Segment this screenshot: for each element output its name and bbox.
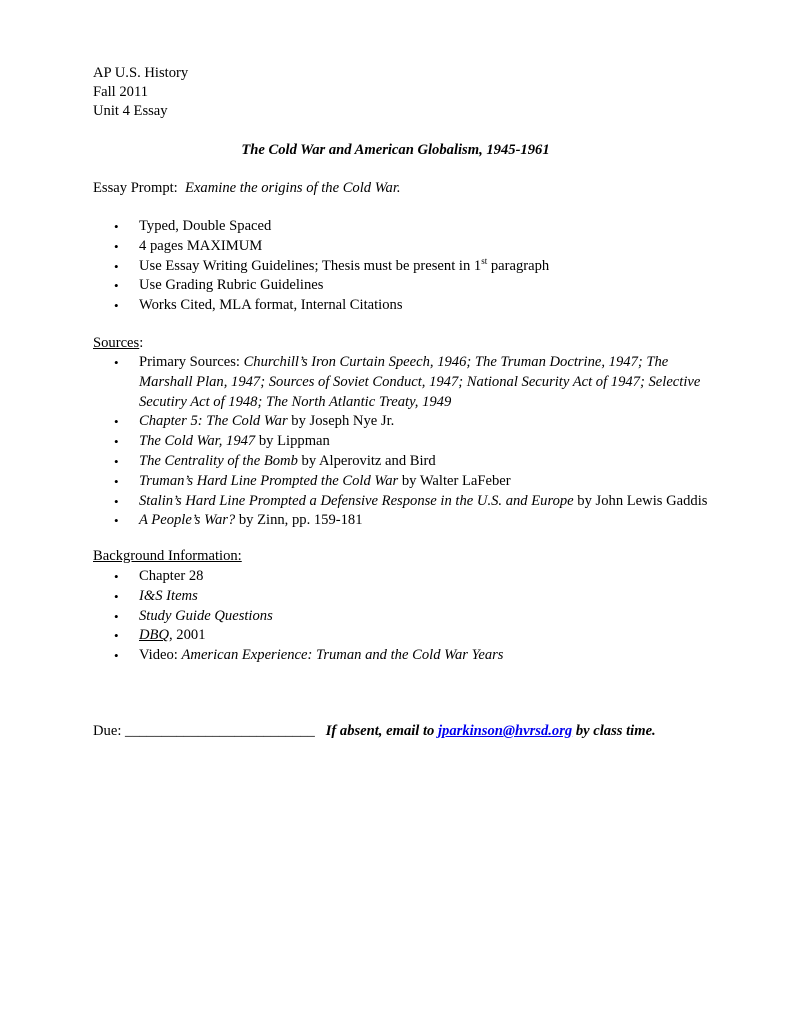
- assignment-name: Unit 4 Essay: [93, 103, 168, 119]
- bullet-icon: •: [114, 569, 119, 584]
- essay-prompt: [93, 179, 401, 197]
- due-line: [93, 722, 656, 740]
- email-link[interactable]: jparkinson@hvrsd.org: [438, 723, 573, 739]
- course-name: AP U.S. History: [93, 65, 189, 81]
- term: Fall 2011: [93, 84, 148, 100]
- bullet-icon: •: [114, 493, 119, 509]
- prompt-label: Essay Prompt:: [93, 180, 178, 196]
- bullet-icon: •: [114, 298, 119, 314]
- bullet-icon: •: [114, 219, 119, 234]
- prompt-text: Examine the origins of the Cold War.: [185, 180, 401, 196]
- list-item: • Video: American Experience: Truman and the Cold War Years: [93, 646, 713, 666]
- list-item: • Chapter 28: [93, 567, 713, 587]
- list-item: • Truman’s Hard Line Prompted the Cold War by Walter LaFeber: [93, 472, 703, 492]
- list-item: • Stalin’s Hard Line Prompted a Defensive Response in the U.S. and Europe by John Lewis Gaddis: [93, 492, 703, 512]
- bullet-icon: •: [114, 414, 119, 430]
- list-item: • DBQ, 2001: [93, 626, 713, 646]
- requirements-list: [93, 217, 713, 316]
- list-item: • The Cold War, 1947 by Lippman: [93, 432, 703, 452]
- absent-note: If absent, email to: [325, 723, 438, 739]
- bullet-icon: •: [114, 513, 119, 529]
- bullet-icon: •: [114, 588, 119, 604]
- due-blank: __________________________: [125, 723, 315, 739]
- list-item: • Works Cited, MLA format, Internal Citations: [93, 296, 713, 316]
- bullet-icon: •: [114, 608, 119, 624]
- bullet-icon: •: [114, 628, 119, 644]
- absent-note-tail: by class time.: [572, 723, 656, 739]
- background-heading: Background Information:: [93, 548, 242, 564]
- bullet-icon: •: [114, 278, 119, 294]
- list-item: • Primary Sources: Churchill’s Iron Curtain Speech, 1946; The Truman Doctrine, 1947; The Marshall Plan, 1947; Sources of Soviet Conduct, 1947; National Security Act of 1947; Selective Secutiry Act of 1948; The North Atlantic Treaty, 1949: [114, 354, 701, 410]
- list-item: • I&S Items: [93, 587, 713, 607]
- sources-list: [93, 353, 708, 531]
- list-item: • Use Essay Writing Guidelines; Thesis must be present in 1st paragraph: [93, 257, 713, 277]
- bullet-icon: •: [114, 238, 119, 254]
- bullet-icon: •: [114, 355, 119, 370]
- list-item: • 4 pages MAXIMUM: [93, 237, 713, 257]
- list-item: • The Centrality of the Bomb by Alperovitz and Bird: [93, 452, 703, 472]
- list-item: • A People’s War? by Zinn, pp. 159-181: [93, 511, 703, 531]
- sources-heading: Sources:: [93, 335, 144, 351]
- essay-title: The Cold War and American Globalism, 1945-1961: [241, 142, 550, 158]
- bullet-icon: •: [114, 434, 119, 450]
- bullet-icon: •: [114, 473, 119, 489]
- list-item: • Chapter 5: The Cold War by Joseph Nye Jr.: [93, 412, 703, 432]
- bullet-icon: •: [114, 453, 119, 469]
- bullet-icon: •: [114, 258, 119, 274]
- bullet-icon: •: [114, 648, 119, 664]
- list-item: • Use Grading Rubric Guidelines: [93, 276, 713, 296]
- list-item: • Study Guide Questions: [93, 607, 713, 627]
- due-label: Due:: [93, 723, 126, 739]
- list-item: • Typed, Double Spaced: [93, 217, 713, 237]
- background-list: [93, 567, 713, 666]
